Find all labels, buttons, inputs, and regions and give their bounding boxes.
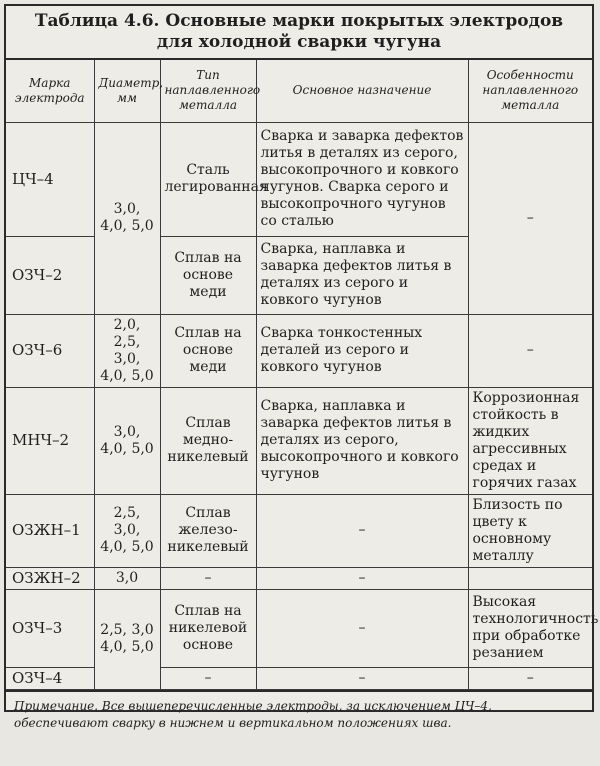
cell-metal-type: Сплав железо-никелевый [160, 494, 256, 567]
cell-purpose: – [256, 494, 468, 567]
cell-features: Коррозионная стойкость в жидких агрессивных средах и горячих газах [468, 387, 592, 494]
cell-metal-type: Сплав медно-никелевый [160, 387, 256, 494]
cell-features: – [468, 122, 592, 314]
cell-diameter: 3,0, 4,0, 5,0 [94, 387, 160, 494]
table-note: Примечание. Все вышеперечисленные электроды, за исключением ЦЧ–4, обеспечивают сварку в нижнем и вертикальном положениях шва. [6, 690, 592, 766]
cell-features: – [468, 667, 592, 689]
cell-mark: ОЗЧ–6 [6, 314, 94, 387]
header-metal-type: Тип наплавленного металла [160, 60, 256, 122]
cell-metal-type: Сплав на никелевой основе [160, 589, 256, 667]
table-row [6, 387, 592, 494]
cell-metal-type: Сталь легированная [160, 122, 256, 236]
cell-metal-type: – [160, 667, 256, 689]
header-features: Особенности наплавленного металла [468, 60, 592, 122]
header-mark: Марка электрода [6, 60, 94, 122]
cell-mark: МНЧ–2 [6, 387, 94, 494]
table-title: Таблица 4.6. Основные марки покрытых электродов для холодной сварки чугуна [6, 6, 592, 60]
cell-mark: ОЗЧ–4 [6, 667, 94, 689]
cell-mark: ОЗЧ–3 [6, 589, 94, 667]
cell-features: – [468, 314, 592, 387]
cell-metal-type: Сплав на основе меди [160, 236, 256, 314]
cell-diameter: 3,0, 4,0, 5,0 [94, 122, 160, 314]
table-row [6, 567, 592, 589]
electrodes-table [6, 60, 599, 690]
header-diameter: Диаметр, мм [94, 60, 160, 122]
cell-purpose: Сварка, наплавка и заварка дефектов литья в деталях из серого и ковкого чугунов [256, 236, 468, 314]
cell-purpose: – [256, 589, 468, 667]
cell-mark: ОЗЧ–2 [6, 236, 94, 314]
cell-diameter: 2,5, 3,0 4,0, 5,0 [94, 589, 160, 689]
cell-features: Близость по цвету к основному металлу [468, 494, 592, 567]
cell-diameter: 2,0, 2,5, 3,0, 4,0, 5,0 [94, 314, 160, 387]
cell-purpose: Сварка и заварка дефектов литья в деталях из серого, высокопрочного и ковкого чугунов. Сварка серого и высокопрочного чугунов со сталью [256, 122, 468, 236]
header-purpose: Основное назначение [256, 60, 468, 122]
cell-mark: ОЗЖН–1 [6, 494, 94, 567]
cell-purpose: – [256, 567, 468, 589]
cell-metal-type: Сплав на основе меди [160, 314, 256, 387]
cell-purpose: Сварка тонкостенных деталей из серого и ковкого чугунов [256, 314, 468, 387]
cell-mark: ЦЧ–4 [6, 122, 94, 236]
cell-features: Высокая технологичность при обработке резанием [468, 589, 592, 667]
cell-diameter: 2,5, 3,0, 4,0, 5,0 [94, 494, 160, 567]
header-row [6, 60, 592, 122]
cell-metal-type: – [160, 567, 256, 589]
table-row [6, 494, 592, 567]
cell-features [468, 567, 592, 589]
cell-purpose: Сварка, наплавка и заварка дефектов литья в деталях из серого, высокопрочного и ковкого чугунов [256, 387, 468, 494]
table-page [4, 4, 599, 730]
table-row [6, 667, 592, 689]
table-row [6, 314, 592, 387]
cell-mark: ОЗЖН–2 [6, 567, 94, 589]
cell-purpose: – [256, 667, 468, 689]
table-row [6, 589, 592, 667]
table-row [6, 122, 592, 236]
cell-diameter: 3,0 [94, 567, 160, 589]
